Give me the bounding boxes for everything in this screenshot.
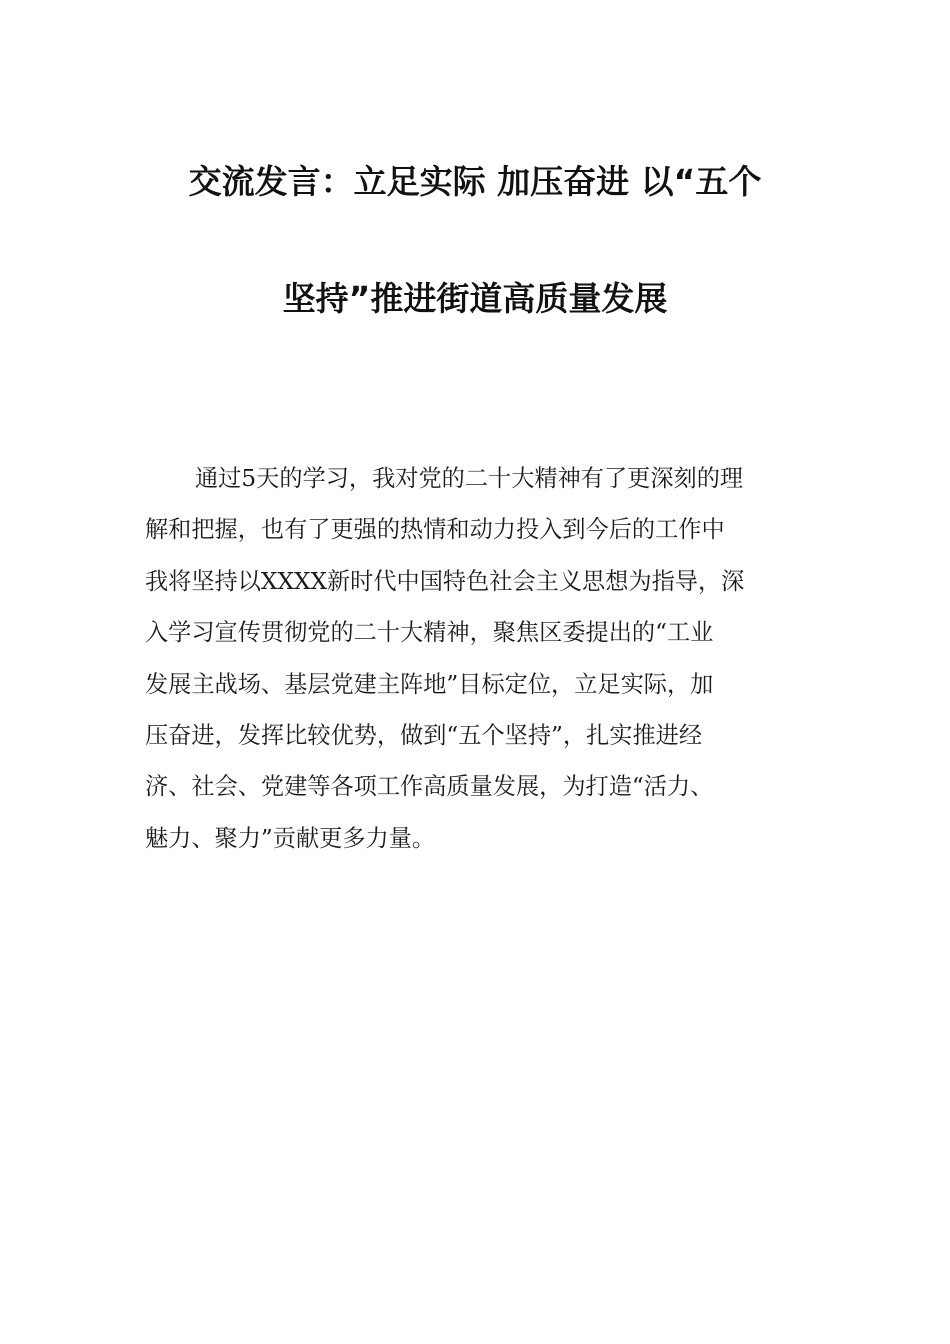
paragraph-line: 解和把握，也有了更强的热情和动力投入到今后的工作中 bbox=[145, 516, 725, 544]
paragraph-line: 通过5天的学习，我对党的二十大精神有了更深刻的理 bbox=[195, 465, 744, 492]
paragraph-line: 发展主战场、基层党建主阵地”目标定位，立足实际，加 bbox=[145, 670, 714, 698]
paragraph-line: 我将坚持以XXXX新时代中国特色社会主义思想为指导，深 bbox=[145, 567, 745, 595]
paragraph-line: 入学习宣传贯彻党的二十大精神，聚焦区委提出的“工业 bbox=[145, 619, 714, 647]
body-paragraph bbox=[145, 453, 805, 864]
paragraph-line: 济、社会、党建等各项工作高质量发展，为打造“活力、 bbox=[145, 773, 714, 801]
document-title-line-2: 坚持”推进街道高质量发展 bbox=[282, 279, 668, 318]
paragraph-line: 压奋进，发挥比较优势，做到“五个坚持”，扎实推进经 bbox=[145, 721, 703, 749]
document-title-line-1: 交流发言：立足实际 加压奋进 以“五个 bbox=[188, 162, 762, 201]
paragraph-line: 魅力、聚力”贡献更多力量。 bbox=[145, 824, 436, 852]
